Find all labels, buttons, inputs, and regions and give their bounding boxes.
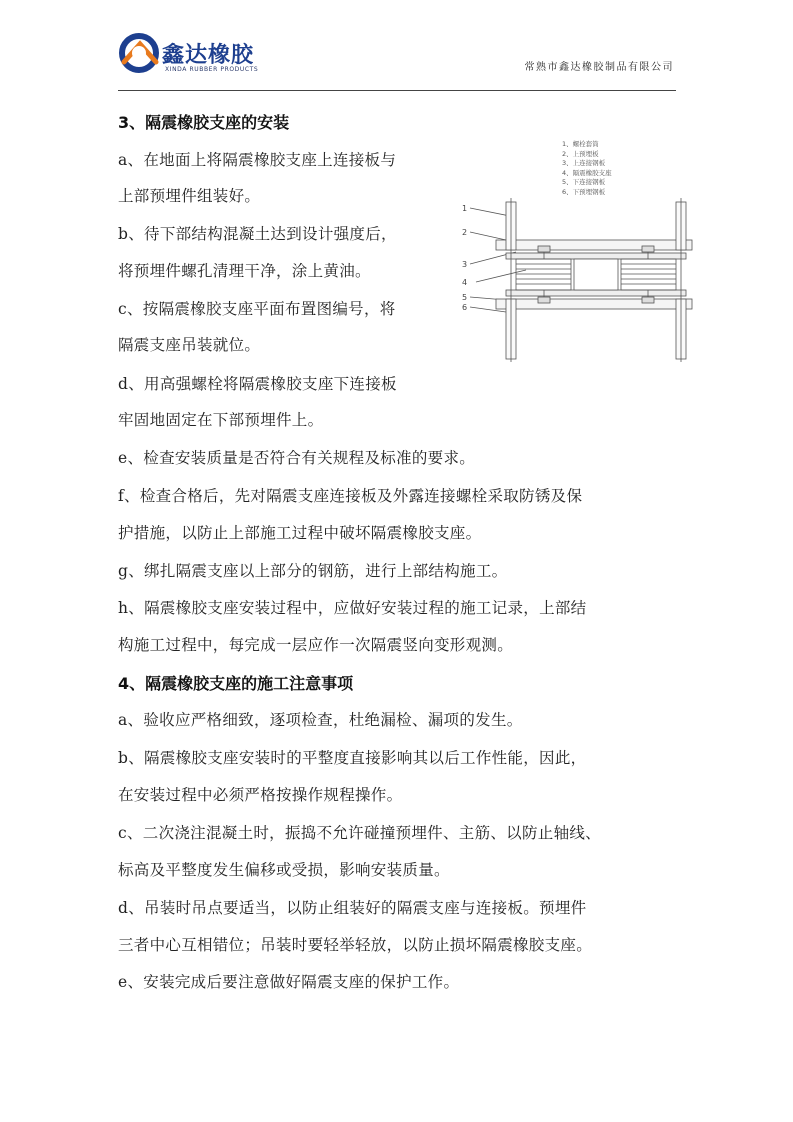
company-name: 常熟市鑫达橡胶制品有限公司 — [524, 62, 674, 73]
paragraph-line: 构施工过程中，每完成一层应作一次隔震竖向变形观测。 — [118, 636, 514, 654]
paragraph-line: f、检查合格后，先对隔震支座连接板及外露连接螺栓采取防锈及保 — [118, 487, 583, 505]
legend-item: 3、上连接钢板 — [562, 159, 606, 168]
paragraph-line: e、检查安装质量是否符合有关规程及标准的要求。 — [118, 449, 476, 467]
callout-number: 4 — [462, 278, 468, 287]
paragraph-line: 牢固地固定在下部预埋件上。 — [118, 411, 324, 429]
logo-en-text: XINDA RUBBER PRODUCTS — [165, 66, 259, 73]
logo-emblem-icon — [118, 32, 160, 74]
paragraph-line: 隔震支座吊装就位。 — [118, 336, 261, 354]
paragraph-line: h、隔震橡胶支座安装过程中，应做好安装过程的施工记录，上部结 — [118, 599, 587, 617]
paragraph-line: 标高及平整度发生偏移或受损，影响安装质量。 — [118, 861, 450, 879]
paragraph-line: a、在地面上将隔震橡胶支座上连接板与 — [118, 151, 397, 169]
bearing-drawing — [456, 140, 696, 365]
bearing-installation-diagram — [456, 140, 696, 365]
page-header — [118, 32, 676, 91]
paragraph-line: b、隔震橡胶支座安装时的平整度直接影响其以后工作性能，因此， — [118, 749, 587, 767]
paragraph-line: 上部预埋件组装好。 — [118, 187, 261, 205]
paragraph-line: b、待下部结构混凝土达到设计强度后， — [118, 225, 397, 243]
company-logo — [118, 32, 268, 80]
section-4-title: 4、隔震橡胶支座的施工注意事项 — [118, 674, 354, 693]
legend-item: 4、隔震橡胶支座 — [562, 168, 612, 177]
legend-item: 6、下预埋钢板 — [562, 187, 606, 196]
callout-number: 1 — [462, 204, 468, 213]
callout-number: 2 — [462, 228, 468, 237]
paragraph-line: 护措施，以防止上部施工过程中破坏隔震橡胶支座。 — [118, 524, 482, 542]
callout-number: 5 — [462, 293, 468, 302]
callout-number: 6 — [462, 303, 468, 312]
legend-item: 2、上预埋板 — [562, 149, 599, 158]
legend-item: 5、下连接钢板 — [562, 178, 606, 187]
paragraph-line: e、安装完成后要注意做好隔震支座的保护工作。 — [118, 973, 460, 991]
paragraph-line: 三者中心互相错位；吊装时要轻举轻放，以防止损坏隔震橡胶支座。 — [118, 936, 593, 954]
paragraph-line: c、按隔震橡胶支座平面布置图编号，将 — [118, 300, 396, 318]
section-3-title: 3、隔震橡胶支座的安装 — [118, 113, 290, 132]
logo-cn-text: 鑫达橡胶 — [162, 43, 255, 68]
paragraph-line: 在安装过程中必须严格按操作规程操作。 — [118, 786, 403, 804]
paragraph-line: c、二次浇注混凝土时，振捣不允许碰撞预埋件、主筋、以防止轴线、 — [118, 824, 601, 842]
callout-number: 3 — [462, 260, 468, 269]
legend-item: 1、螺栓套筒 — [562, 140, 599, 148]
paragraph-line: d、吊装时吊点要适当，以防止组装好的隔震支座与连接板。预埋件 — [118, 899, 587, 917]
paragraph-line: g、绑扎隔震支座以上部分的钢筋，进行上部结构施工。 — [118, 562, 508, 580]
paragraph-line: a、验收应严格细致，逐项检查，杜绝漏检、漏项的发生。 — [118, 711, 523, 729]
paragraph-line: d、用高强螺栓将隔震橡胶支座下连接板 — [118, 375, 397, 393]
paragraph-line: 将预埋件螺孔清理干净，涂上黄油。 — [118, 262, 371, 280]
